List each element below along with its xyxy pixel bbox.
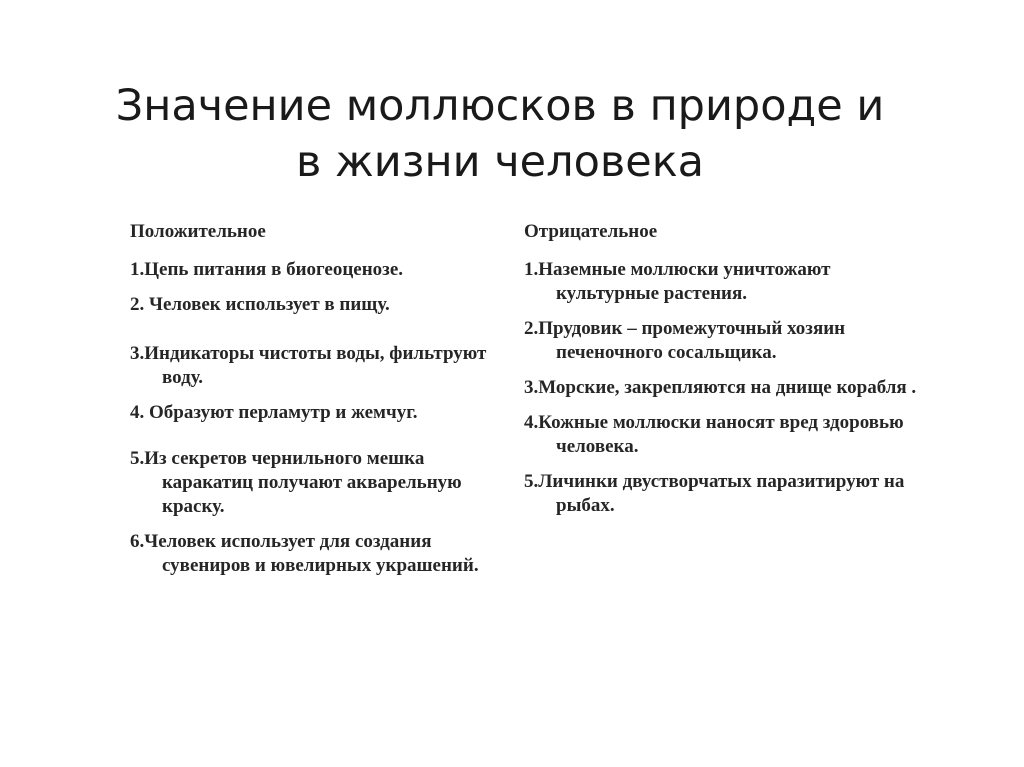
positive-list [130, 258, 510, 578]
slide-title [0, 78, 1000, 190]
positive-item-1: 1.Цепь питания в биогеоценозе. [130, 259, 404, 280]
negative-column [524, 220, 924, 529]
negative-item-4: 4.Кожные моллюски наносят вред здоровью человека. [524, 412, 904, 457]
positive-item-3: 3.Индикаторы чистоты воды, фильтруют воду. [130, 343, 487, 388]
negative-header: Отрицательное [524, 221, 658, 242]
negative-item-5: 5.Личинки двустворчатых паразитируют на рыбах. [524, 471, 905, 516]
negative-item-2: 2.Прудовик – промежуточный хозяин печеночного сосальщика. [524, 318, 846, 363]
positive-column [130, 220, 510, 589]
positive-item-6: 6.Человек использует для создания сувениров и ювелирных украшений. [130, 531, 479, 576]
negative-list [524, 258, 924, 518]
positive-item-5: 5.Из секретов чернильного мешка каракатиц получают акварельную краску. [130, 448, 462, 517]
positive-item-2: 2. Человек использует в пищу. [130, 294, 390, 315]
positive-header: Положительное [130, 221, 266, 242]
positive-item-4: 4. Образуют перламутр и жемчуг. [130, 402, 418, 423]
slide-title-line-1: Значение моллюсков в природе и [115, 81, 885, 131]
slide-title-line-2: в жизни человека [295, 137, 705, 187]
negative-item-1: 1.Наземные моллюски уничтожают культурные растения. [524, 259, 831, 304]
negative-item-3: 3.Морские, закрепляются на днище корабля . [524, 377, 917, 398]
